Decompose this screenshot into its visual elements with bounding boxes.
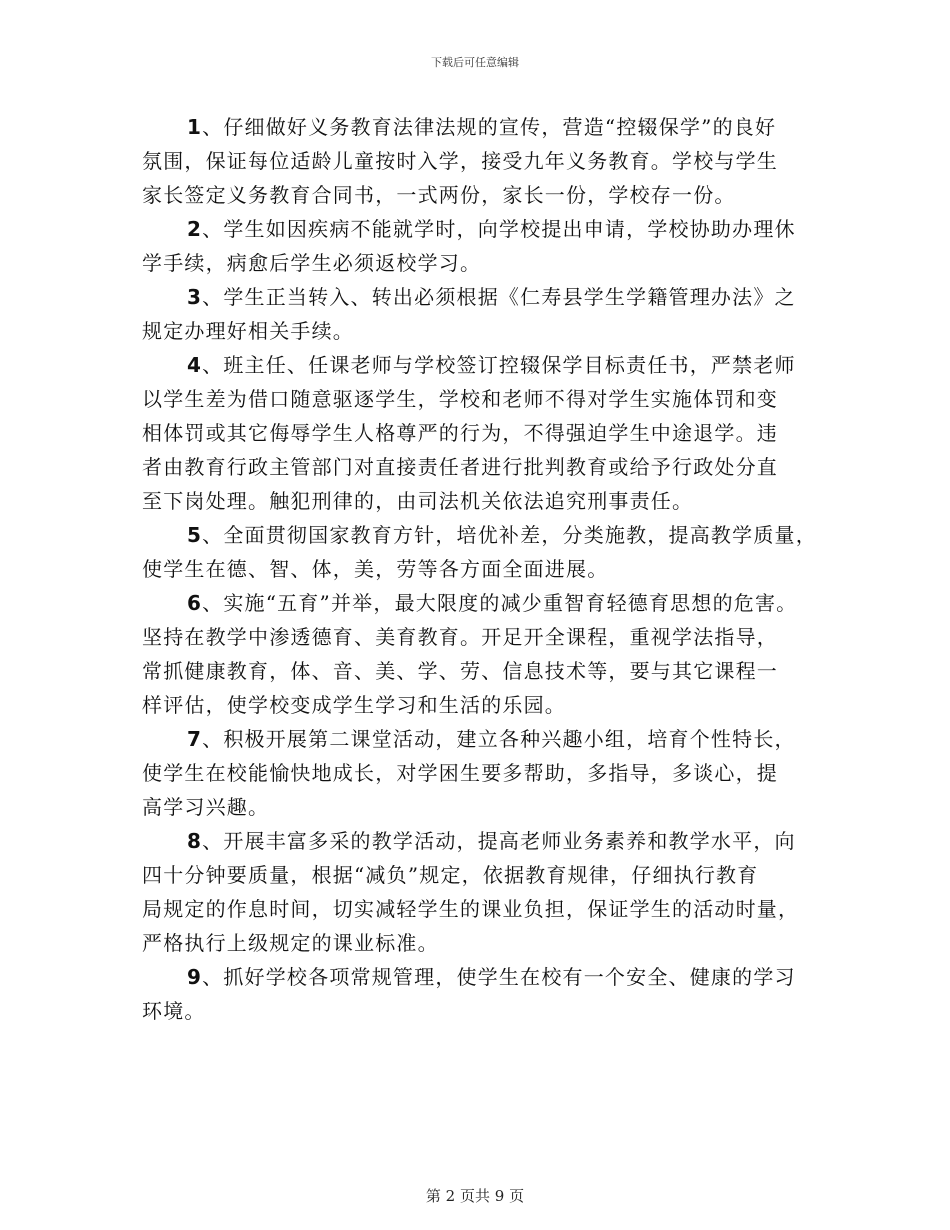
line-text: 、学生如因疾病不能就学时，向学校提出申请，学校协助办理休 — [202, 217, 796, 241]
item-number: 9 — [187, 965, 203, 989]
paragraph-line: 家长签定义务教育合同书，一式两份，家长一份，学校存一份。 — [142, 183, 736, 207]
paragraph-line: 坚持在教学中渗透德育、美育教育。开足开全课程，重视学法指导， — [142, 625, 778, 649]
item-number: 8 — [187, 829, 203, 853]
paragraph-line — [142, 348, 832, 382]
paragraph-5 — [142, 518, 832, 586]
line-text: 、班主任、任课老师与学校签订控辍保学目标责任书，严禁老师 — [202, 353, 796, 377]
paragraph-line: 以学生差为借口随意驱逐学生，学校和老师不得对学生实施体罚和变 — [142, 387, 778, 411]
paragraph-line: 使学生在德、智、体，美，劳等各方面全面进展。 — [142, 557, 609, 581]
paragraph-line: 规定办理好相关手续。 — [142, 319, 354, 343]
paragraph-line: 四十分钟要质量，根据“减负”规定，依据教育规律，仔细执行教育 — [142, 863, 759, 887]
item-number: 4 — [187, 353, 203, 377]
document-body — [142, 110, 832, 1028]
item-number: 2 — [187, 217, 203, 241]
line-text: 、学生正当转入、转出必须根据《仁寿县学生学籍管理办法》之 — [202, 285, 796, 309]
paragraph-line — [142, 280, 832, 314]
paragraph-line: 学手续，病愈后学生必须返校学习。 — [142, 251, 482, 275]
paragraph-line: 使学生在校能愉快地成长，对学困生要多帮助，多指导，多谈心，提 — [142, 761, 778, 785]
line-text: 、抓好学校各项常规管理，使学生在校有一个安全、健康的学习 — [202, 965, 796, 989]
paragraph-line — [142, 212, 832, 246]
line-text: 、全面贯彻国家教育方针，培优补差，分类施教，提高教学质量， — [202, 523, 817, 547]
paragraph-line: 局规定的作息时间，切实减轻学生的课业负担，保证学生的活动时量， — [142, 897, 800, 921]
paragraph-line: 高学习兴趣。 — [142, 795, 270, 819]
line-text: 、仔细做好义务教育法律法规的宣传，营造“控辍保学”的良好 — [202, 115, 777, 139]
paragraph-line: 至下岗处理。触犯刑律的，由司法机关依法追究刑事责任。 — [142, 489, 694, 513]
line-text: 、积极开展第二课堂活动，建立各种兴趣小组，培育个性特长， — [202, 727, 796, 751]
line-text: 、开展丰富多采的教学活动，提高老师业务素养和教学水平，向 — [202, 829, 796, 853]
item-number: 6 — [187, 591, 203, 615]
paragraph-4 — [142, 348, 832, 518]
paragraph-1 — [142, 110, 832, 212]
paragraph-9 — [142, 960, 832, 1028]
paragraph-line — [142, 518, 832, 552]
paragraph-line: 常抓健康教育，体、音、美、学、劳、信息技术等，要与其它课程一 — [142, 659, 778, 683]
page-number-footer: 第 2 页共 9 页 — [425, 1187, 525, 1205]
paragraph-line: 相体罚或其它侮辱学生人格尊严的行为，不得强迫学生中途退学。违 — [142, 421, 778, 445]
paragraph-line: 样评估，使学校变成学生学习和生活的乐园。 — [142, 693, 566, 717]
paragraph-line — [142, 824, 832, 858]
paragraph-line — [142, 110, 832, 144]
paragraph-2 — [142, 212, 832, 280]
paragraph-6 — [142, 586, 832, 722]
paragraph-line — [142, 586, 832, 620]
page-header: 下载后可任意编辑 — [431, 56, 519, 69]
line-text: 、实施“五育”并举，最大限度的减少重智育轻德育思想的危害。 — [202, 591, 798, 615]
item-number: 5 — [187, 523, 203, 547]
paragraph-8 — [142, 824, 832, 960]
paragraph-line: 严格执行上级规定的课业标准。 — [142, 931, 439, 955]
paragraph-line: 环境。 — [142, 999, 206, 1023]
paragraph-line — [142, 722, 832, 756]
paragraph-line: 氛围，保证每位适龄儿童按时入学，接受九年义务教育。学校与学生 — [142, 149, 778, 173]
paragraph-line: 者由教育行政主管部门对直接责任者进行批判教育或给予行政处分直 — [142, 455, 778, 479]
item-number: 3 — [187, 285, 203, 309]
paragraph-line — [142, 960, 832, 994]
item-number: 7 — [187, 727, 203, 751]
paragraph-7 — [142, 722, 832, 824]
item-number: 1 — [187, 115, 203, 139]
paragraph-3 — [142, 280, 832, 348]
